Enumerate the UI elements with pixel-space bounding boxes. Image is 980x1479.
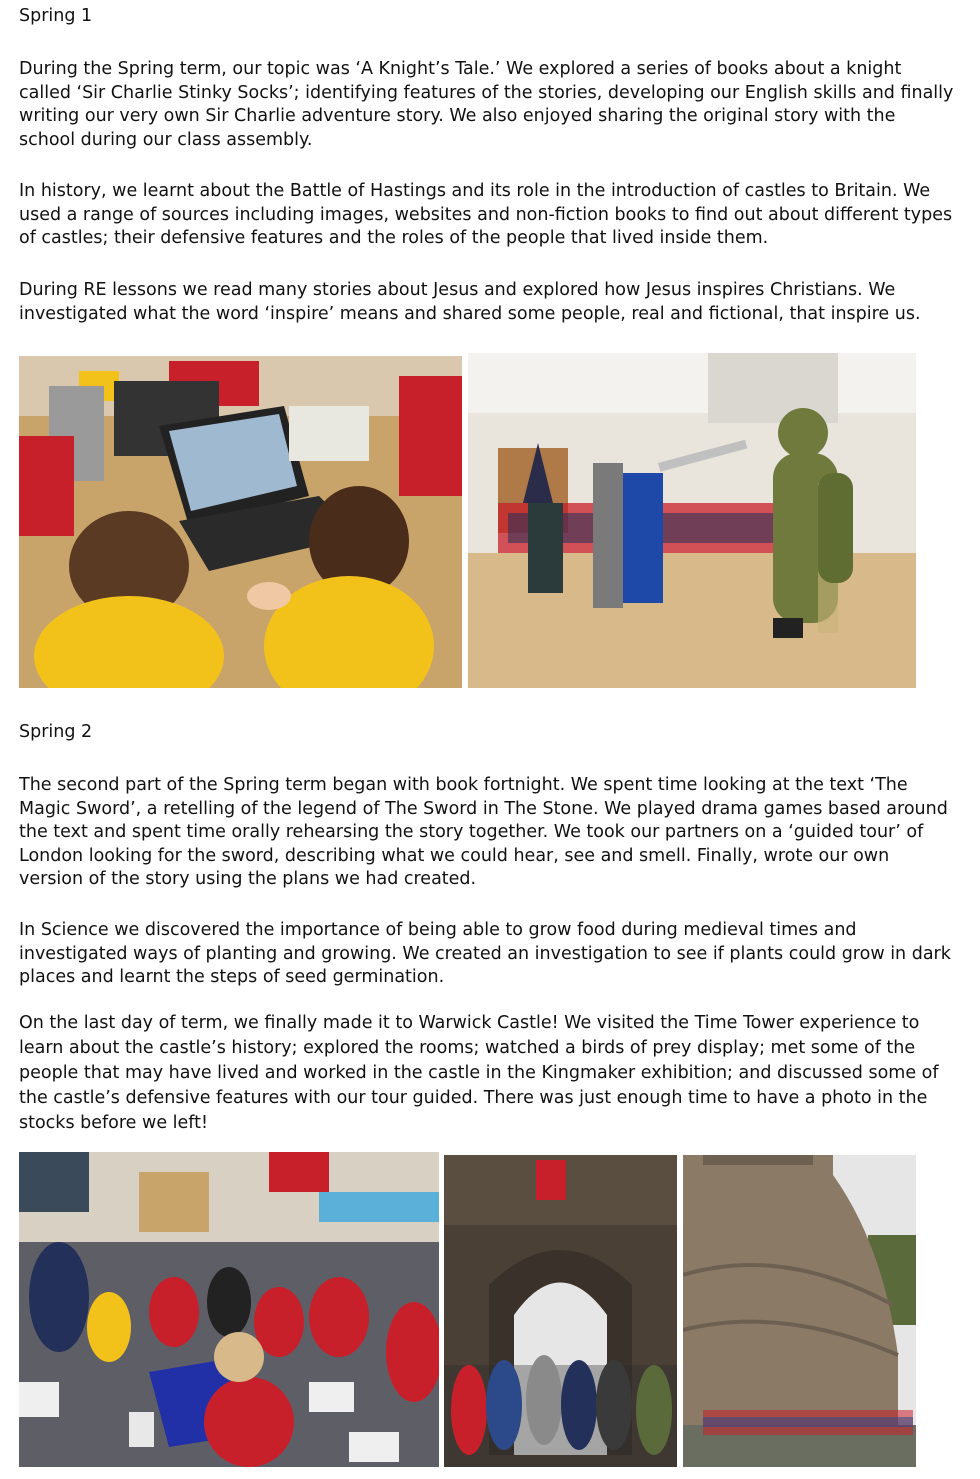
photo-assembly-drama — [468, 353, 916, 688]
spring1-paragraph-2: In history, we learnt about the Battle of Hastings and its role in the introduction of castles to Britain. We used a range of sources including images, websites and non-fiction books to find out about different types of castles; their defensive features and the roles of the people that lived inside them. — [19, 181, 953, 248]
spring1-paragraph-1: During the Spring term, our topic was ‘A Knight’s Tale.’ We explored a series of books about a knight called ‘Sir Charlie Stinky Socks’; identifying features of the stories, developing our English skills and finally writing our very own Sir Charlie adventure story. We also enjoyed sharing the original story with the school during our class assembly. — [19, 59, 954, 150]
photo-children-laptop — [19, 356, 462, 688]
spring1-paragraph-3: During RE lessons we read many stories about Jesus and explored how Jesus inspires Christians. We investigated what the word ‘inspire’ means and shared some people, real and fictional, that inspire us. — [19, 280, 921, 324]
photo-classroom-circle — [19, 1152, 439, 1467]
photo-castle-tower — [683, 1155, 916, 1467]
spring2-heading: Spring 2 — [19, 722, 93, 742]
spring2-paragraph-1: The second part of the Spring term began with book fortnight. We spent time looking at the text ‘The Magic Sword’, a retelling of the legend of The Sword in The Stone. We played drama games based around the text and spent time orally rehearsing the story together. We took our partners on a ‘guided tour’ of London looking for the sword, describing what we could hear, see and smell. Finally, wrote our own version of the story using the plans we had created. — [19, 775, 948, 889]
spring2-paragraph-2: In Science we discovered the importance of being able to grow food during medieval times and investigated ways of planting and growing. We created an investigation to see if plants could grow in dark places and learnt the steps of seed germination. — [19, 920, 951, 987]
spring1-heading: Spring 1 — [19, 6, 93, 26]
spring2-paragraph-3: On the last day of term, we finally made it to Warwick Castle! We visited the Time Tower experience to learn about the castle’s history; explored the rooms; watched a birds of prey display; met some of the people that may have lived and worked in the castle in the Kingmaker exhibition; and discussed some of the castle’s defensive features with our tour guided. There was just enough time to have a photo in the stocks before we left! — [19, 1013, 939, 1133]
photo-castle-gatehouse — [444, 1155, 677, 1467]
